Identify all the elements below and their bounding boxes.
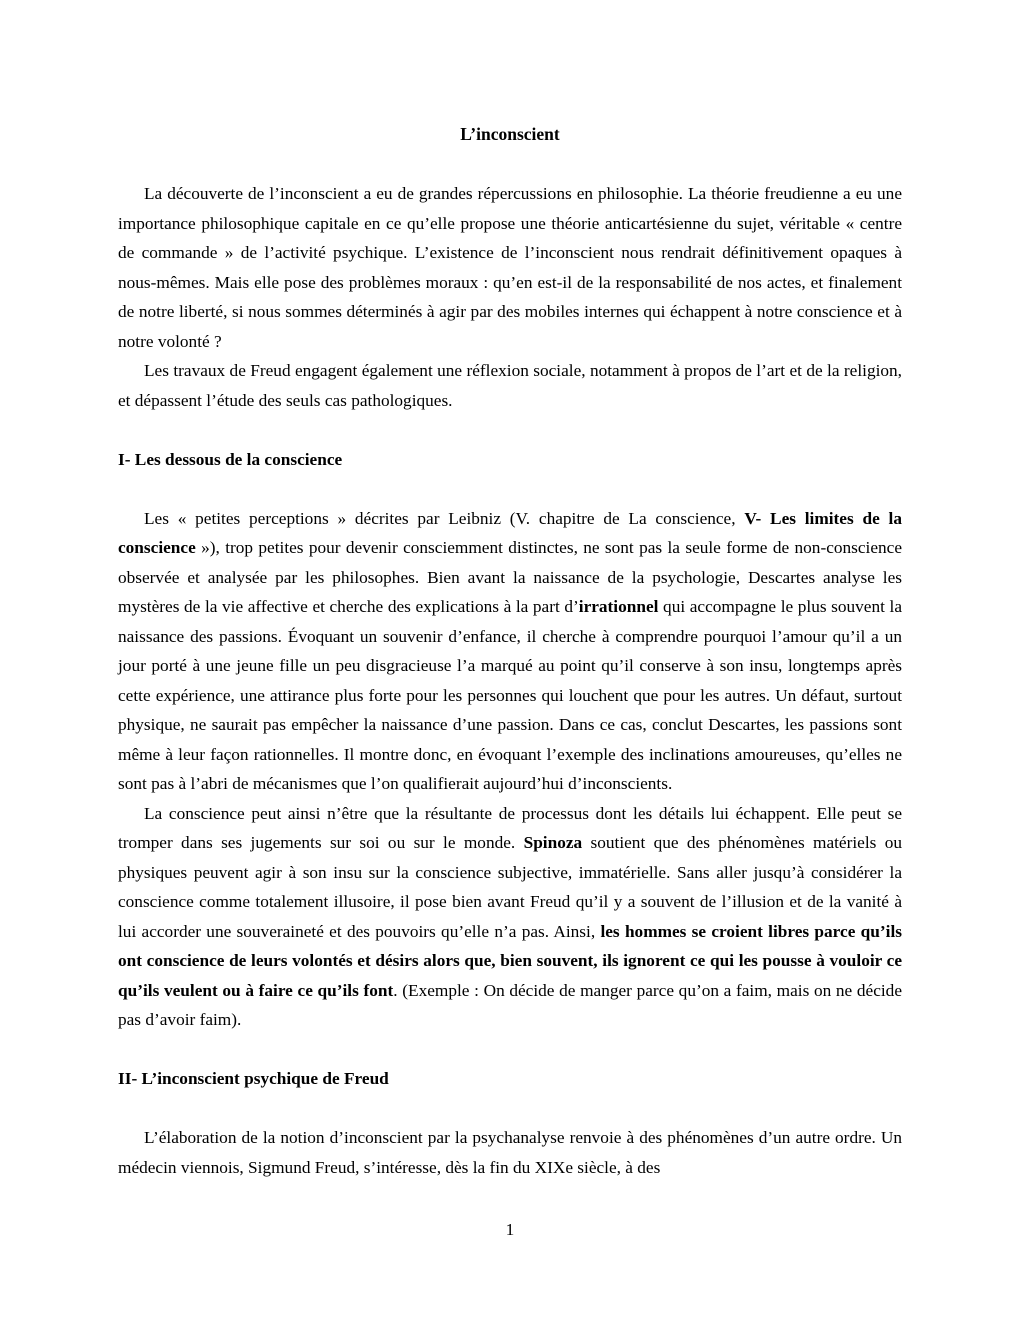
paragraph (118, 356, 902, 415)
emphasis-text: irrationnel (578, 597, 659, 616)
heading-spacer (118, 474, 902, 504)
intro-block (118, 179, 902, 415)
section-heading-2: II- L’inconscient psychique de Freud (118, 1069, 389, 1088)
page-number: 1 (505, 1220, 515, 1239)
body-text: Les « petites perceptions » décrites par Leibniz (V. chapitre de La conscience, (144, 508, 745, 528)
emphasis-text: V- Les limites de la conscience (118, 508, 902, 557)
body-text: qui accompagne le plus souvent la naissance des passions. Évoquant un souvenir d’enfance, il cherche à comprendre pourquoi l’amour qu’il a un jour porté à une jeune fille un peu disgracieuse l’a marqué au point qu’il conserve à son insu, longtemps après cette expérience, une attirance plus forte pour les personnes qui louchent que pour les autres. Un défaut, surtout physique, ne saurait pas empêcher la naissance d’une passion. Dans ce cas, conclut Descartes, les passions sont même à leur façon rationnelles. Il montre donc, en évoquant l’exemple des inclinations amoureuses, qu’elles ne sont pas à l’abri de mécanismes que l’on qualifierait aujourd’hui d’inconscients. (118, 597, 902, 793)
paragraph (118, 504, 902, 799)
paragraph (118, 179, 902, 356)
title-spacer (118, 150, 902, 180)
section-1-block (118, 504, 902, 1035)
emphasis-text: les hommes se croient libres parce qu’ils ont conscience de leurs volontés et désirs alors que, bien souvent, ils ignorent ce qui les pousse à vouloir ce qu’ils veulent ou à faire ce qu’ils font (118, 921, 902, 1000)
paragraph (118, 799, 902, 1035)
heading-spacer (118, 1094, 902, 1124)
page-title: L’inconscient (460, 124, 560, 144)
paragraph (118, 1123, 902, 1182)
document-body (118, 0, 902, 1182)
body-text: soutient que des phénomènes matériels ou physiques peuvent agir à son insu sur la conscience subjective, immatérielle. Sans aller jusqu’à considérer la conscience comme totalement illusoire, il pose bien avant Freud qu’il y a souvent de l’illusion et de la vanité à lui accorder une souveraineté et des pouvoirs qu’elle n’a pas. Ainsi, (118, 833, 902, 941)
emphasis-text: Spinoza (523, 833, 583, 852)
section-spacer (118, 415, 902, 445)
body-text: L’élaboration de la notion d’inconscient par la psychanalyse renvoie à des phénomènes d’un autre ordre. Un médecin viennois, Sigmund Freud, s’intéresse, dès la fin du XIXe siècle, à des (118, 1128, 902, 1177)
section-2-block (118, 1123, 902, 1182)
body-text: La conscience peut ainsi n’être que la résultante de processus dont les détails lui échappent. Elle peut se tromper dans ses jugements sur soi ou sur le monde. (118, 803, 902, 852)
body-text: Les travaux de Freud engagent également une réflexion sociale, notamment à propos de l’art et de la religion, et dépassent l’étude des seuls cas pathologiques. (118, 361, 902, 410)
body-text: . (Exemple : On décide de manger parce qu’on a faim, mais on ne décide pas d’avoir faim). (118, 980, 902, 1029)
section-spacer (118, 1035, 902, 1065)
body-text: La découverte de l’inconscient a eu de grandes répercussions en philosophie. La théorie freudienne a eu une importance philosophique capitale en ce qu’elle propose une théorie anticartésienne du sujet, véritable « centre de commande » de l’activité psychique. L’existence de l’inconscient nous rendrait définitivement opaques à nous-mêmes. Mais elle pose des problèmes moraux : qu’en est-il de la responsabilité de nos actes, et finalement de notre liberté, si nous sommes déterminés à agir par des mobiles internes qui échappent à notre conscience et à notre volonté ? (118, 184, 902, 351)
body-text: »), trop petites pour devenir consciemment distinctes, ne sont pas la seule forme de non-conscience observée et analysée par les philosophes. Bien avant la naissance de la psychologie, Descartes analyse les mystères de la vie affective et cherche des explications à la part d’ (118, 538, 902, 616)
section-heading-1: I- Les dessous de la conscience (118, 449, 343, 469)
